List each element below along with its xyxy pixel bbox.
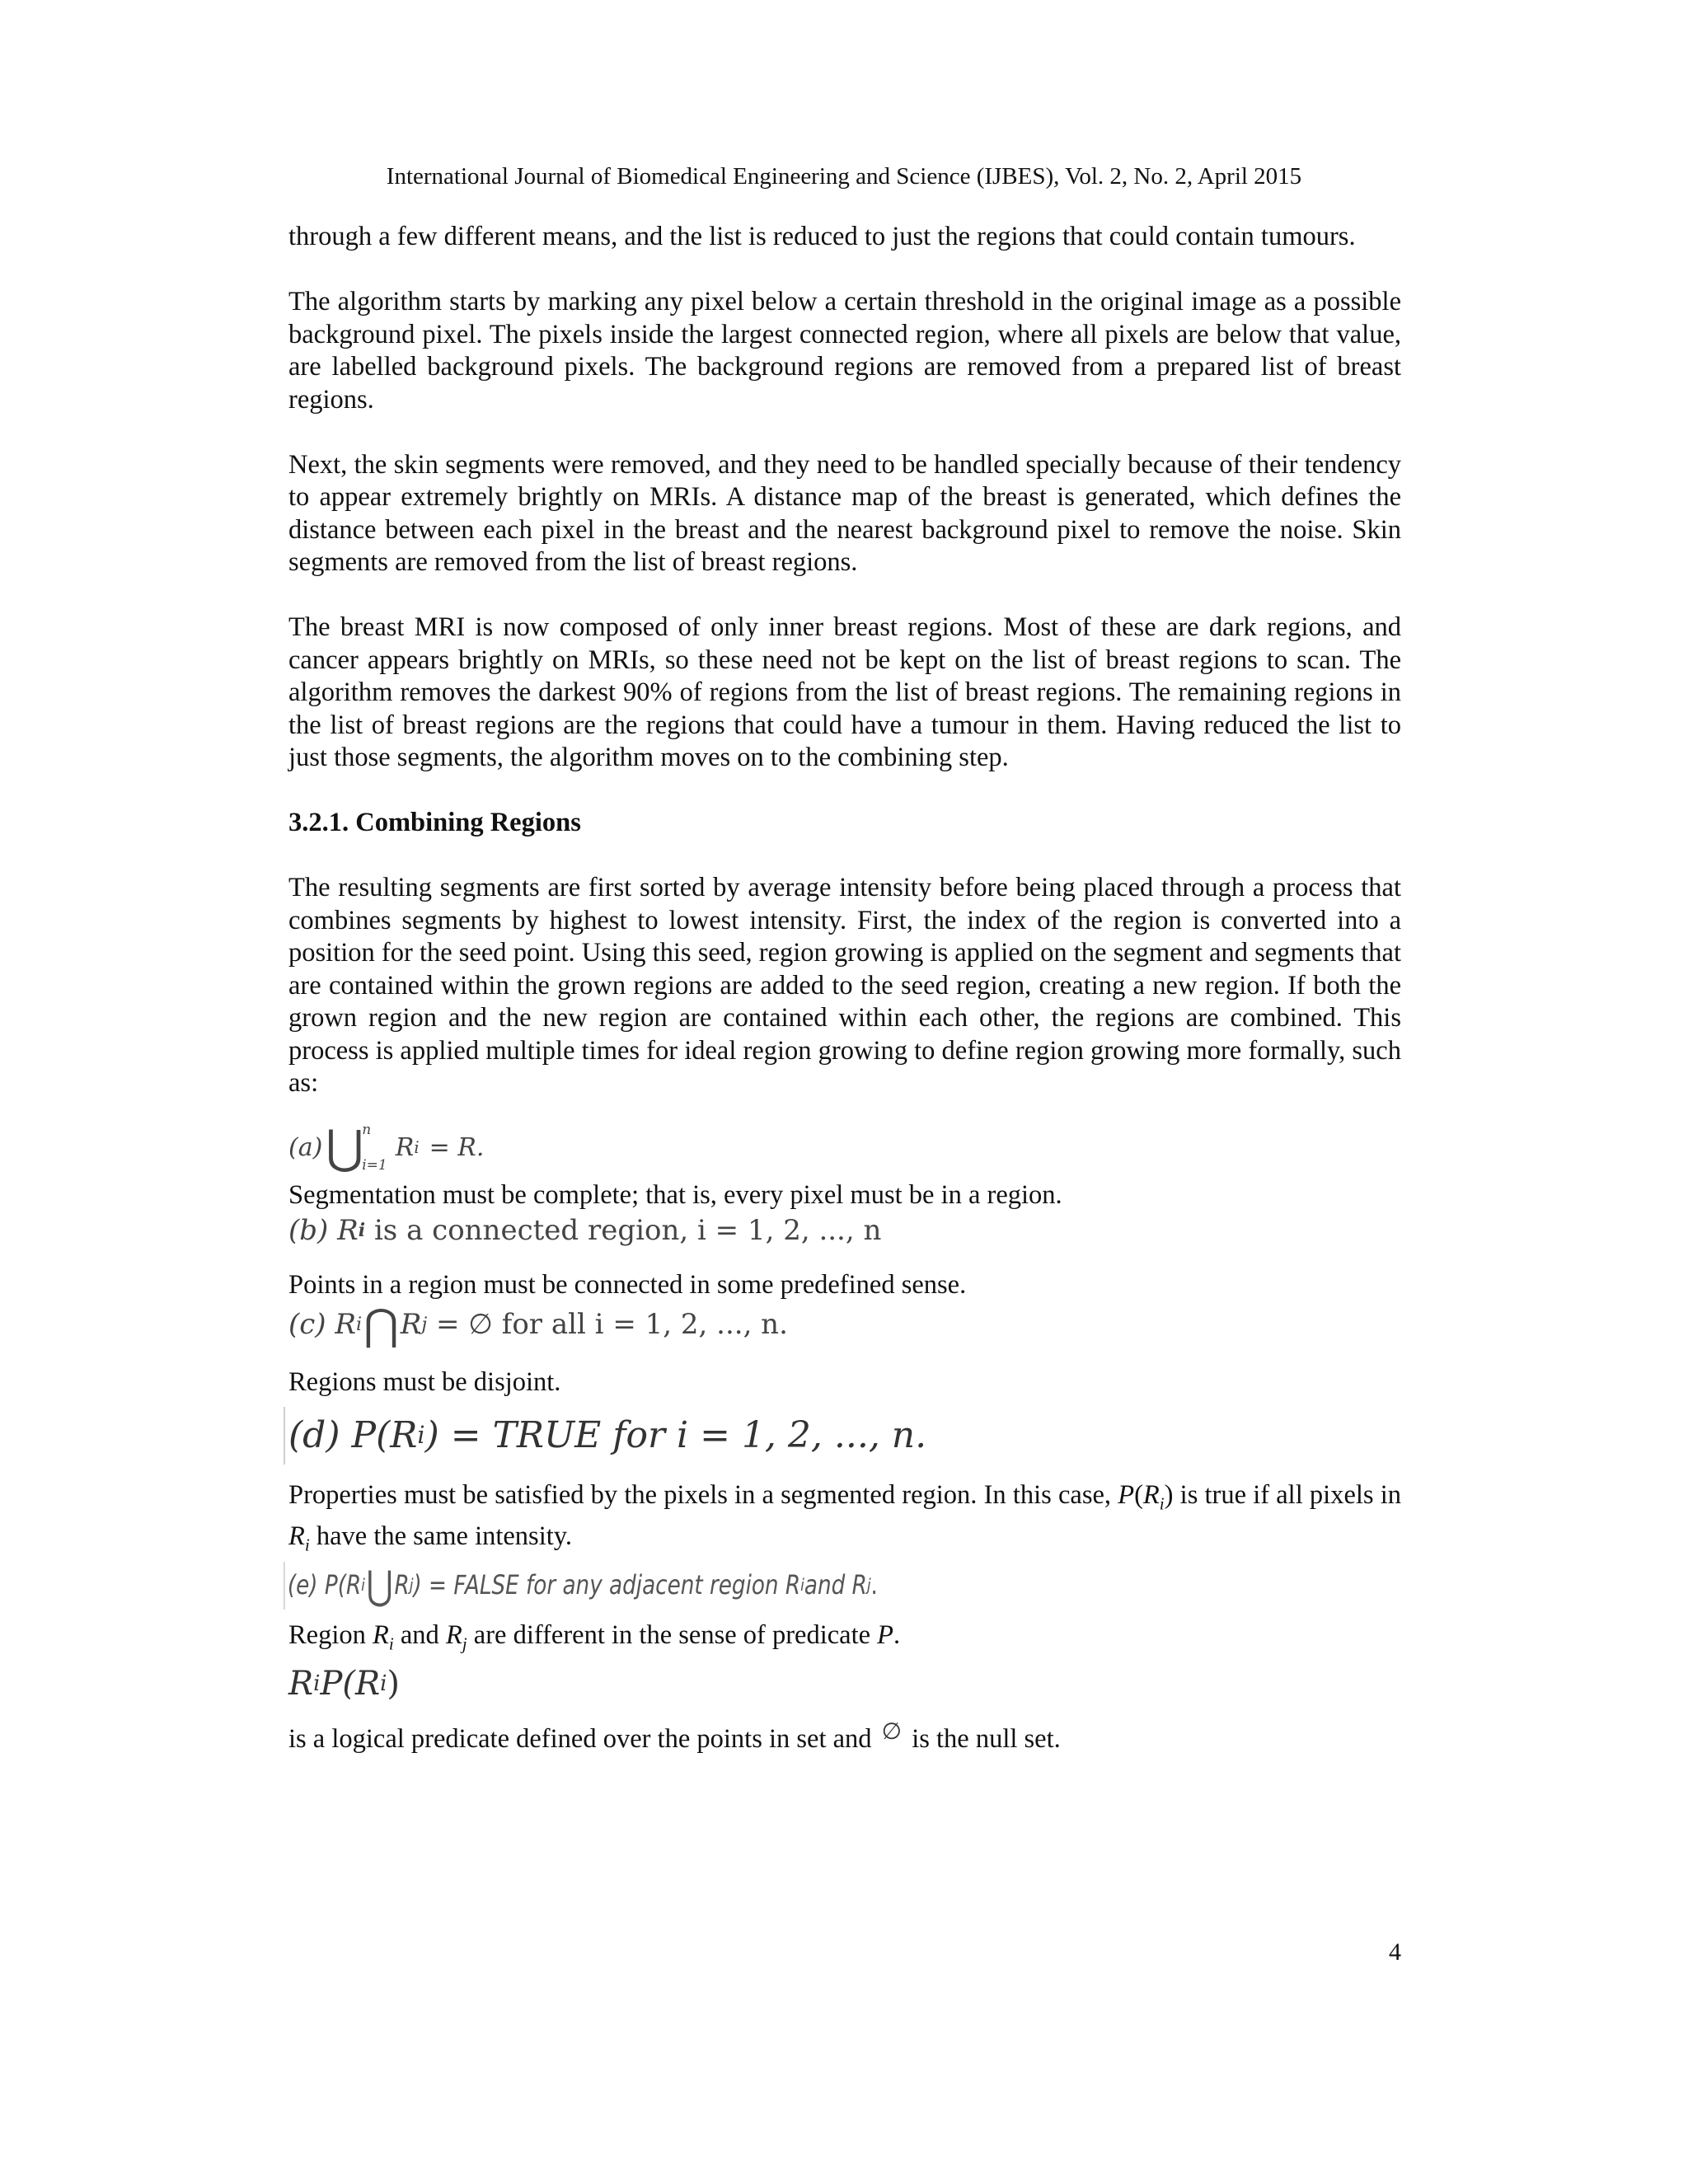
equation-e-right: R [394, 1569, 410, 1601]
closing-sentence [288, 1718, 1401, 1756]
condition-d-pred: P [1118, 1480, 1135, 1510]
condition-e-text-and: and [393, 1620, 446, 1650]
condition-d-text-3: have the same intensity. [309, 1521, 573, 1551]
closing-text-1: is a logical predicate defined over the points in set and [288, 1724, 879, 1754]
union-operator [326, 1120, 364, 1174]
body-text [288, 221, 1401, 1756]
paragraph-2: The algorithm starts by marking any pixel below a certain threshold in the original image as a possible background pixel. The pixels inside the largest connected region, where all pixels are below that value, are labelled background pixels. The background regions are removed from a prepared list of breast regions. [288, 287, 1401, 415]
null-set-icon: ∅ [881, 1718, 903, 1745]
predicate-r: R [288, 1665, 314, 1704]
condition-e-description [288, 1619, 1401, 1661]
condition-e-r1: R [373, 1620, 389, 1650]
union-symbol: ⋃ [366, 1563, 393, 1609]
condition-d-r-sub: i [304, 1535, 310, 1555]
big-union-symbol: ⋃ [326, 1120, 364, 1174]
equation-c-label: (c) [288, 1307, 326, 1341]
condition-c-description: Regions must be disjoint. [288, 1366, 561, 1397]
section-heading: 3.2.1. Combining Regions [288, 808, 581, 837]
condition-d-text-2: is true if all pixels in [1173, 1480, 1402, 1510]
equation-e-rest-and: and R [804, 1569, 867, 1601]
equation-c-left: R [335, 1307, 356, 1341]
equation-c-rest: = ∅ for all i = 1, 2, ..., n. [436, 1307, 788, 1341]
equation-b-rest: is a connected region, i = 1, 2, ..., n [373, 1214, 882, 1248]
equation-b-label: (b) [288, 1214, 329, 1248]
condition-e-text-1: Region [288, 1620, 373, 1650]
union-upper-limit: n [362, 1121, 372, 1138]
paragraph-3: Next, the skin segments were removed, and they need to be handled specially because of their tendency to appear extremely brightly on MRIs. A distance map of the breast is generated, which defines the distance between each pixel in the breast and the nearest background pixel to remove the noise. Skin segments are removed from the list of breast regions. [288, 449, 1401, 577]
equation-a-expr: R [395, 1132, 415, 1162]
equation-a-rhs: = R. [429, 1132, 485, 1162]
condition-a-description: Segmentation must be complete; that is, every pixel must be in a region. [288, 1179, 1062, 1210]
condition-d-description: Properties must be satisfied by the pixels in a segmented region. In this case, $P(R_i)$ is true if all pixels in $R_i$ have the same intensity. [288, 1480, 1402, 1555]
equation-b-sub: i [358, 1220, 366, 1242]
intersection-symbol: ⋂ [363, 1300, 399, 1350]
condition-e-r2: R [445, 1620, 462, 1650]
equation-b-expr: R [337, 1214, 359, 1248]
equation-c [288, 1302, 1401, 1348]
equation-e-rest-sub-j: j [866, 1575, 871, 1596]
equation-e-right-sub: j [409, 1575, 414, 1596]
equation-d [284, 1407, 1401, 1465]
equation-e-rest: ) = FALSE for any adjacent region R [413, 1569, 801, 1601]
predicate-p: P(R [320, 1665, 381, 1704]
condition-b-description: Points in a region must be connected in some predefined sense. [288, 1270, 967, 1300]
equation-c-right: R [400, 1307, 422, 1341]
equation-e-rest-sub-i: i [800, 1575, 804, 1596]
condition-e-text-end: . [893, 1620, 901, 1650]
predicate-p-sub: i [380, 1671, 387, 1697]
predicate-r-sub: i [313, 1671, 321, 1697]
equation-a [288, 1117, 1401, 1179]
equation-d-rest: ) = TRUE for i = 1, 2, ..., n. [424, 1414, 927, 1457]
equation-e-left: P(R [324, 1569, 362, 1601]
condition-e-text-2: are different in the sense of predicate [467, 1620, 878, 1650]
condition-d-r: R [288, 1521, 305, 1551]
page-number: 4 [1389, 1938, 1401, 1966]
condition-e-r2-sub: j [462, 1633, 467, 1654]
condition-d-text-1: Properties must be satisfied by the pixels in a segmented region. In this case, [288, 1480, 1118, 1510]
condition-e-r1-sub: i [388, 1633, 394, 1654]
equation-a-label: (a) [288, 1132, 323, 1162]
equation-d-sub: i [417, 1421, 425, 1450]
predicate-expression [288, 1661, 1401, 1708]
equation-e-left-sub: i [361, 1575, 365, 1596]
condition-d-pred-sub: i [1159, 1493, 1165, 1514]
equation-a-sub: i [414, 1137, 420, 1157]
equation-e-rest-end: . [870, 1569, 878, 1601]
closing-text-2: is the null set. [905, 1724, 1061, 1754]
paragraph-4: The breast MRI is now composed of only inner breast regions. Most of these are dark regions, and cancer appears brightly on MRIs, so these need not be kept on the list of breast regions to scan. The algorithm removes the darkest 90% of regions from the list of breast regions. The remaining regions in the list of breast regions are the regions that could have a tumour in them. Having reduced the list to just those segments, the algorithm moves on to the combining step. [288, 612, 1401, 772]
equation-d-label: (d) [288, 1414, 340, 1457]
equation-b [288, 1212, 1401, 1251]
union-lower-limit: i=1 [362, 1156, 387, 1174]
equation-c-right-sub: j [421, 1313, 428, 1335]
equation-e [284, 1562, 1200, 1610]
paragraph-1: through a few different means, and the list is reduced to just the regions that could contain tumours. [288, 222, 1356, 251]
predicate-close: ) [387, 1665, 401, 1704]
condition-e-p: P [877, 1620, 894, 1650]
condition-d-pred-arg: R [1142, 1480, 1160, 1510]
paragraph-5: The resulting segments are first sorted by average intensity before being placed through a process that combines segments by highest to lowest intensity. First, the index of the region is converted into a position for the seed point. Using this seed, region growing is applied on the segment and segments that are contained within the grown regions are added to the seed region, creating a new region. If both the grown region and the new region are contained within each other, the regions are combined. This process is applied multiple times for ideal region growing to define region growing more formally, such as: [288, 873, 1401, 1098]
union-limits [362, 1123, 387, 1173]
equation-d-expr: P(R [351, 1414, 418, 1457]
running-header: International Journal of Biomedical Engineering and Science (IJBES), Vol. 2, No. 2, April 2015 [386, 163, 1302, 190]
equation-e-label: (e) [287, 1569, 318, 1601]
equation-c-left-sub: i [356, 1313, 363, 1335]
